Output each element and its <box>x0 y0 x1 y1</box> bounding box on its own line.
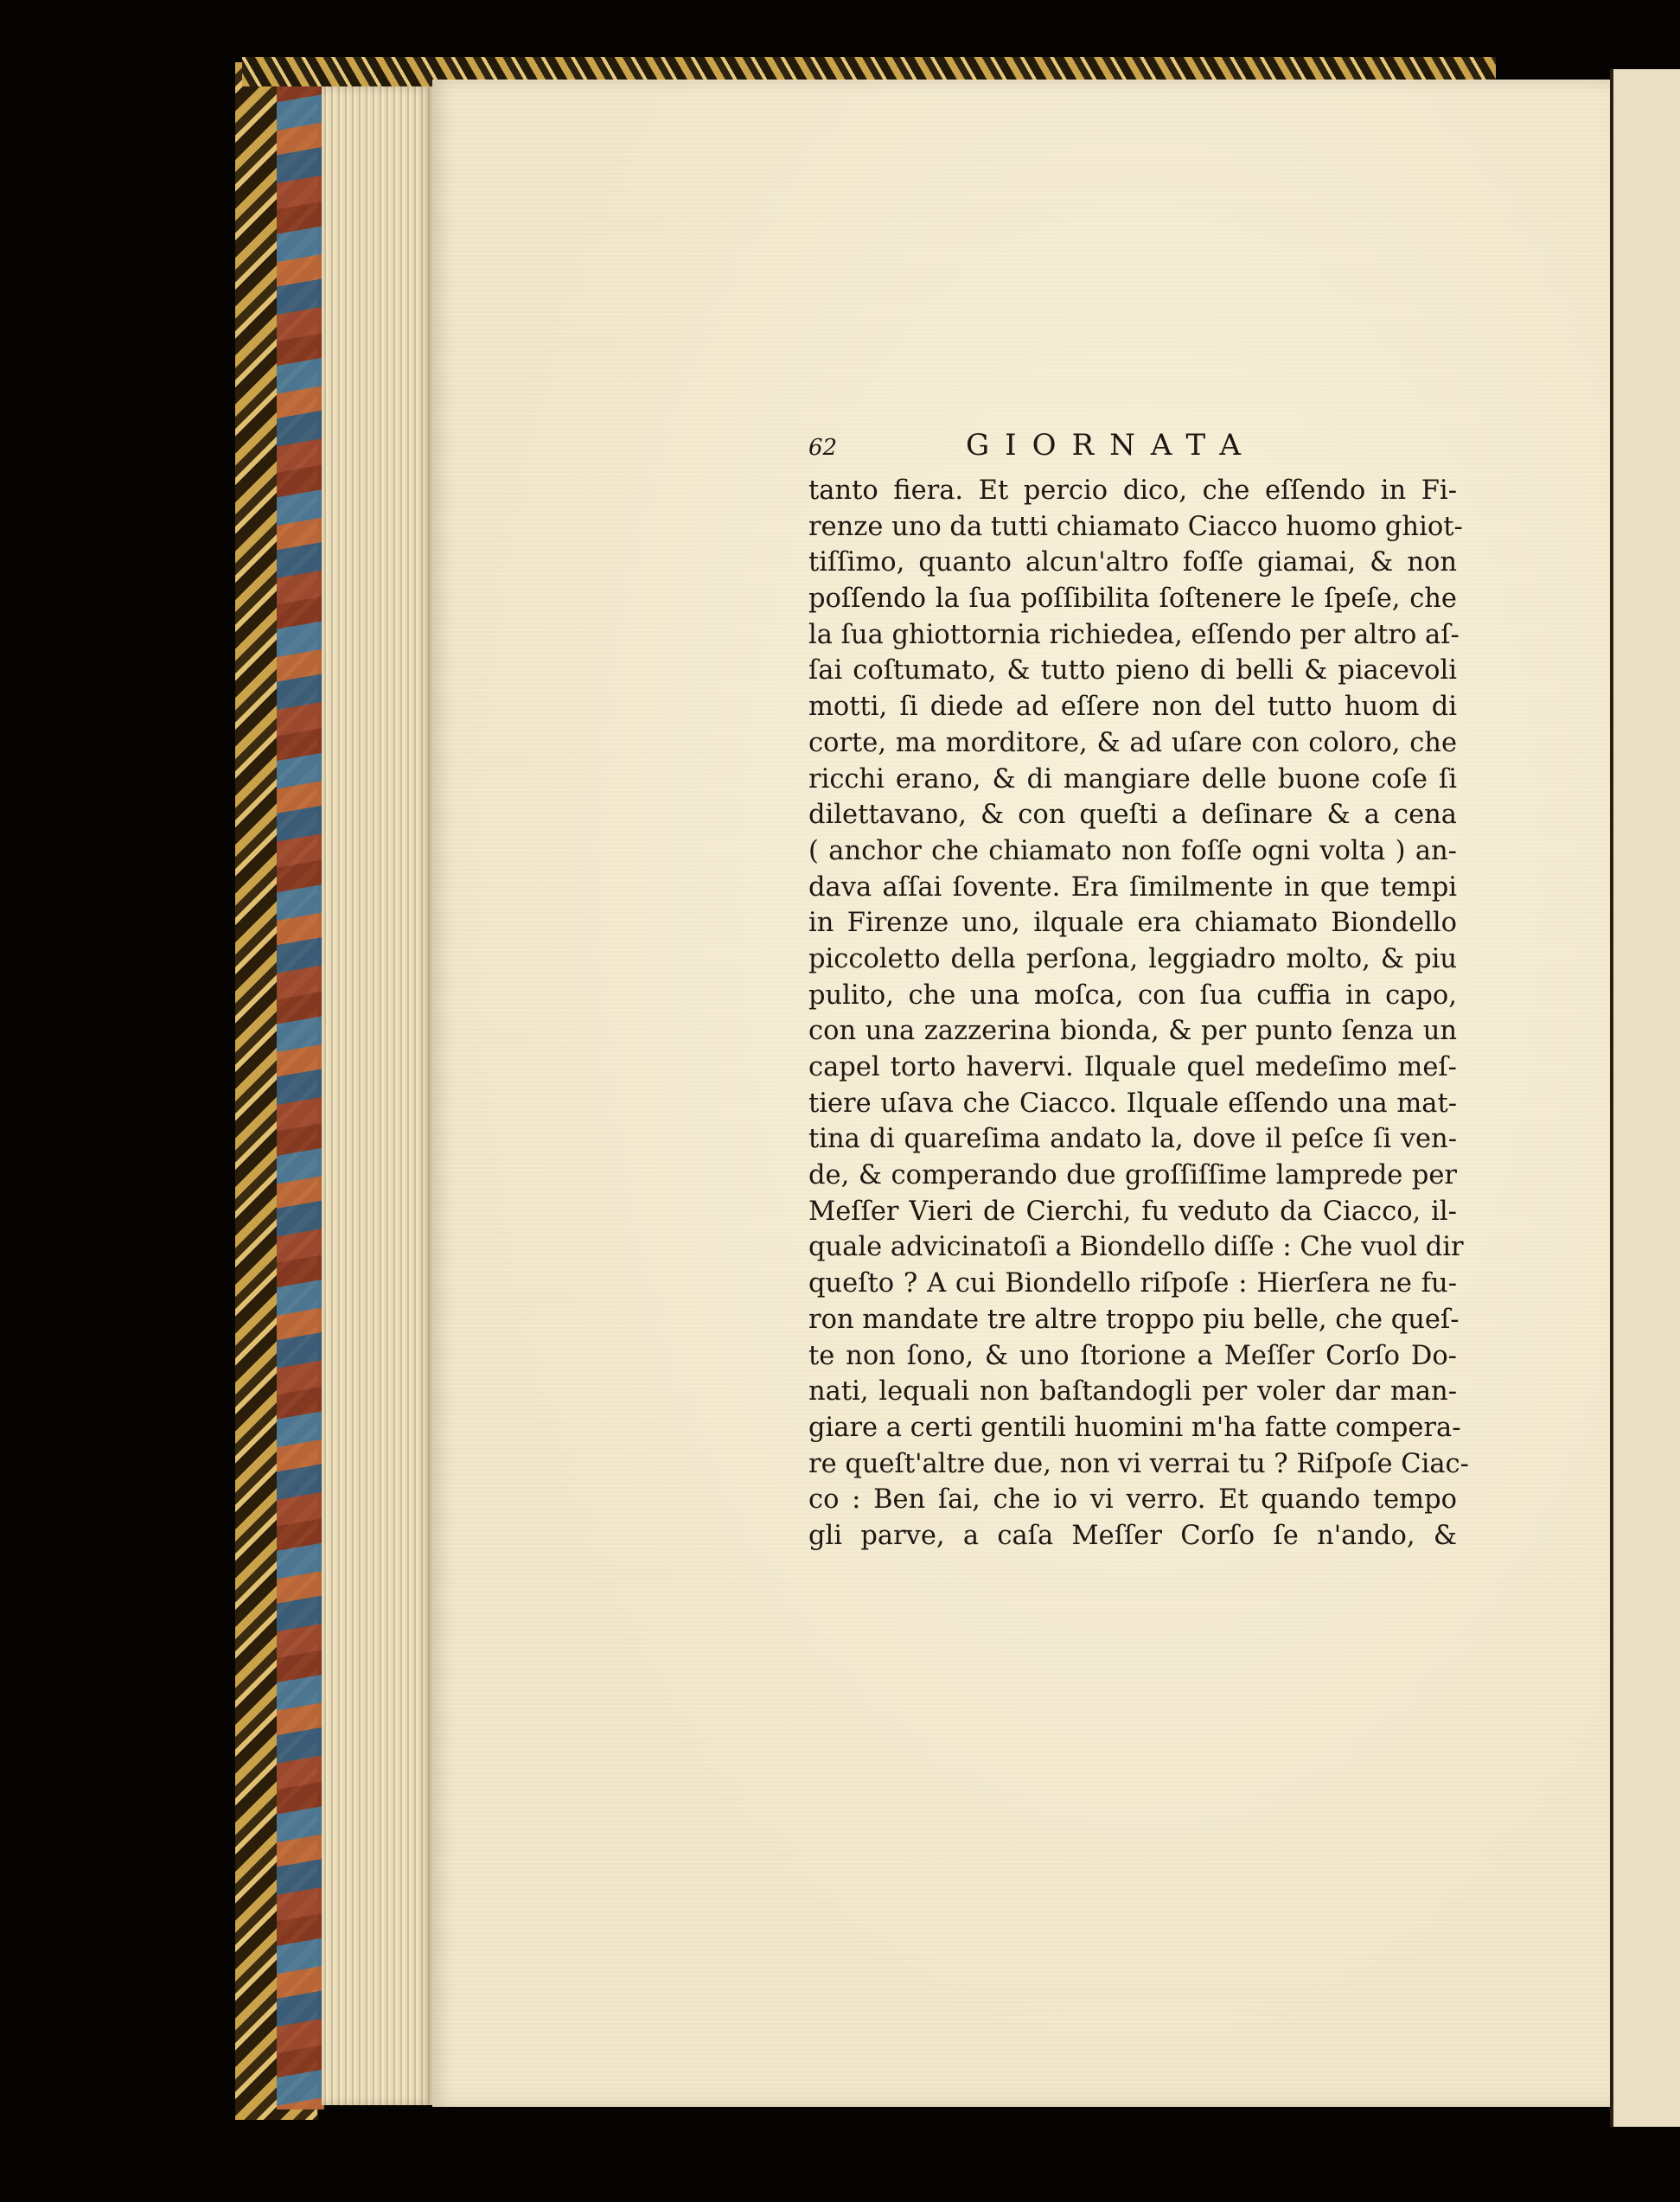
running-head <box>808 428 1457 473</box>
text-line: motti, ſi diede ad eſſere non del tutto huom di <box>808 692 1457 723</box>
text-line: co : Ben ſai, che io vi verro. Et quando tempo <box>808 1484 1457 1516</box>
text-line: nati, lequali non baſtandogli per voler dar man- <box>808 1376 1457 1407</box>
page-fore-edges <box>322 86 434 2105</box>
text-line: ricchi erano, & di mangiare delle buone coſe ſi <box>808 763 1457 795</box>
text-line: dava aſſai ſovente. Era ſimilmente in que tempi <box>808 871 1457 903</box>
text-line: ron mandate tre altre troppo piu belle, che queſ- <box>808 1304 1460 1335</box>
text-line: tiſſimo, quanto alcun'altro foſſe giamai, & non <box>808 547 1457 578</box>
body-text <box>808 473 1469 1554</box>
text-line: Meſſer Vieri de Cierchi, fu veduto da Ciacco, il- <box>808 1196 1457 1227</box>
text-block <box>808 428 1469 1554</box>
text-line: capel torto havervi. Ilquale quel medeſimo meſ- <box>808 1052 1457 1082</box>
text-line: giare a certi gentili huomini m'ha fatte compera- <box>808 1412 1461 1443</box>
text-line: pulito, che una moſca, con ſua cuffia in capo, <box>808 980 1457 1011</box>
text-line: tanto fiera. Et percio dico, che eſſendo in Fi- <box>808 476 1457 506</box>
text-line: queſto ? A cui Biondello riſpoſe : Hierſera ne fu- <box>808 1268 1457 1299</box>
page-number: 62 <box>808 435 838 461</box>
text-line: quale advicinatoſi a Biondello diſſe : Che vuol dir <box>808 1232 1464 1263</box>
text-line: corte, ma morditore, & ad uſare con coloro, che <box>808 727 1457 758</box>
text-line: in Firenze uno, ilquale era chiamato Biondello <box>808 908 1457 939</box>
marbled-endpaper <box>277 78 324 2109</box>
text-line: re queſt'altre due, non vi verrai tu ? Riſpoſe Ciac- <box>808 1448 1469 1479</box>
text-line: piccoletto della perſona, leggiadro molto, & piu <box>808 943 1457 974</box>
text-line: con una zazzerina bionda, & per punto ſenza un <box>808 1016 1457 1047</box>
facing-page-edge <box>1610 69 1680 2127</box>
text-line: de, & comperando due groſſiſſime lamprede per <box>808 1160 1457 1191</box>
text-line: dilettavano, & con queſti a deſinare & a cena <box>808 800 1457 831</box>
text-line: poſſendo la ſua poſſibilita ſoſtenere le ſpeſe, che <box>808 584 1457 615</box>
text-line: tiere uſava che Ciacco. Ilquale eſſendo una mat- <box>808 1088 1457 1119</box>
running-title: GIORNATA <box>966 428 1256 463</box>
text-line: te non ſono, & uno ſtorione a Meſſer Corſo Do- <box>808 1340 1457 1371</box>
text-line: renze uno da tutti chiamato Ciacco huomo ghiot- <box>808 511 1463 542</box>
text-line: ( anchor che chiamato non foſſe ogni volta ) an- <box>808 835 1457 866</box>
text-line: la ſua ghiottornia richiedea, eſſendo per altro aſ- <box>808 619 1460 650</box>
text-line: gli parve, a caſa Meſſer Corſo ſe n'ando, & <box>808 1520 1457 1551</box>
text-line: ſai coſtumato, & tutto pieno di belli & piacevoli <box>808 655 1457 686</box>
text-line: tina di quareſima andato la, dove il peſce ſi ven- <box>808 1124 1457 1155</box>
